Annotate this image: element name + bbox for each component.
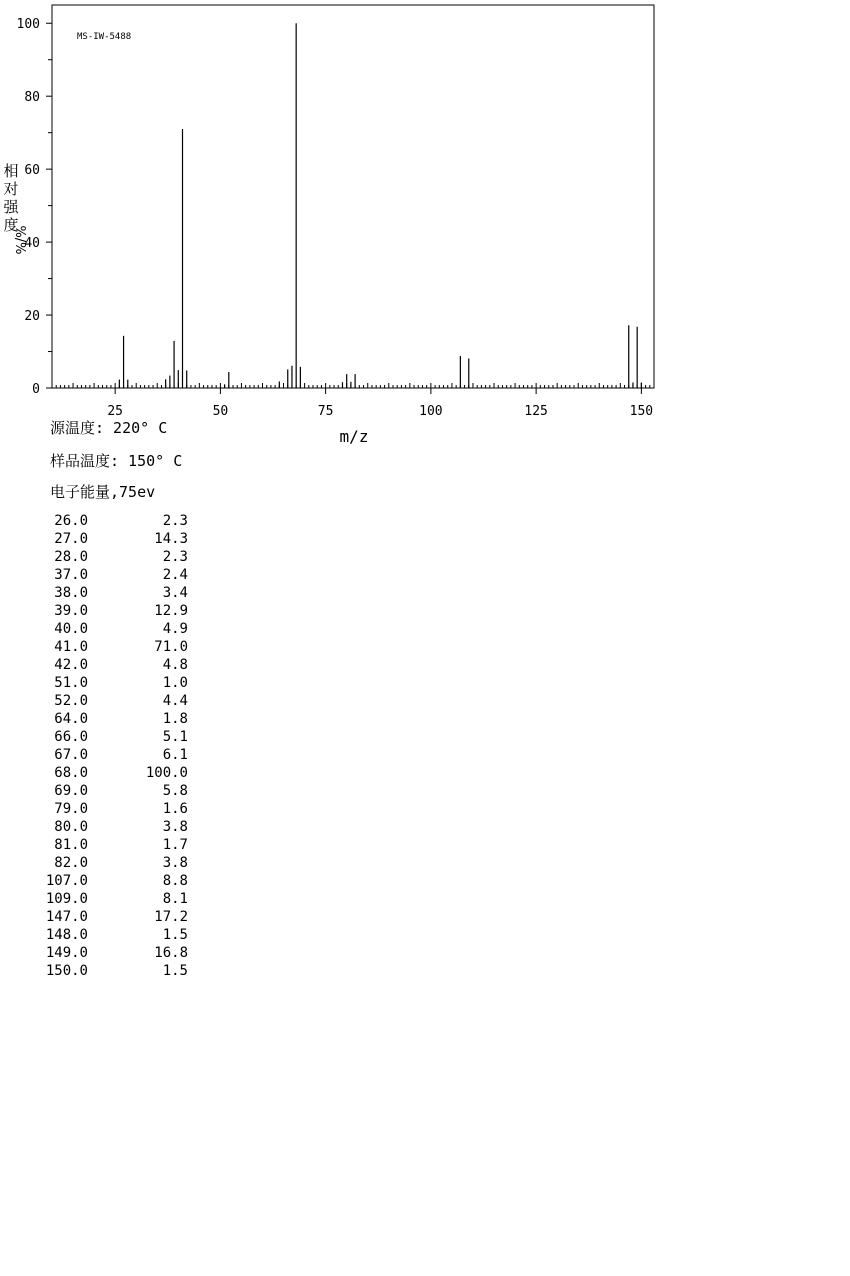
peak-mz-value: 40.0	[54, 621, 88, 637]
peak-mz-value: 69.0	[54, 783, 88, 799]
peak-mz-value: 52.0	[54, 693, 88, 709]
peak-intensity-value: 17.2	[154, 909, 188, 925]
peak-intensity-value: 2.3	[162, 549, 188, 565]
y-tick-label: 20	[24, 309, 40, 325]
peak-intensity-value: 12.9	[154, 603, 188, 619]
peak-mz-value: 82.0	[54, 855, 88, 871]
y-tick-label: 100	[16, 17, 40, 33]
peak-intensity-value: 1.7	[162, 837, 188, 853]
peak-intensity-value: 16.8	[154, 945, 188, 961]
peak-mz-value: 81.0	[54, 837, 88, 853]
y-tick-label: 0	[32, 382, 40, 397]
peak-intensity-value: 1.6	[162, 801, 188, 817]
peak-mz-value: 150.0	[45, 963, 88, 979]
x-tick-label: 125	[524, 404, 548, 419]
x-tick-label: 25	[107, 404, 123, 419]
peak-mz-value: 37.0	[54, 567, 88, 583]
peak-mz-value: 64.0	[54, 711, 88, 727]
y-tick-label: 40	[24, 236, 40, 252]
peak-mz-value: 42.0	[54, 657, 88, 673]
x-axis	[107, 388, 653, 419]
peak-intensity-value: 100.0	[145, 765, 188, 781]
peak-mz-value: 148.0	[45, 927, 88, 943]
y-axis-label-char: 度	[3, 216, 19, 234]
peak-mz-value: 68.0	[54, 765, 88, 781]
peak-mz-value: 38.0	[54, 585, 88, 601]
source-temperature: 源温度: 220° C	[50, 419, 168, 437]
y-axis-label-char: 相	[3, 162, 19, 180]
peak-intensity-value: 8.1	[162, 891, 188, 907]
y-axis	[17, 17, 52, 397]
sample-temperature: 样品温度: 150° C	[50, 452, 183, 470]
x-minor-ticks	[52, 383, 654, 388]
peak-intensity-value: 5.1	[162, 729, 188, 745]
y-axis-label-unit: %/%	[12, 225, 27, 255]
y-tick-label: 60	[24, 163, 40, 179]
peak-intensity-value: 1.5	[162, 963, 188, 979]
peak-mz-value: 79.0	[54, 801, 88, 817]
peak-intensity-value: 6.1	[162, 747, 188, 763]
peak-mz-value: 41.0	[54, 639, 88, 655]
y-axis-label-char: 强	[3, 198, 19, 216]
peak-intensity-value: 1.8	[162, 711, 188, 727]
peak-intensity-value: 3.8	[162, 855, 188, 871]
peak-intensity-value: 14.3	[154, 531, 188, 547]
y-axis-label-char: 对	[3, 180, 19, 198]
peak-intensity-value: 8.8	[162, 873, 188, 889]
electron-energy: 电子能量,75ev	[50, 483, 156, 501]
peak-mz-value: 26.0	[54, 513, 88, 529]
x-tick-label: 50	[212, 404, 229, 419]
peak-intensity-value: 2.4	[162, 567, 188, 583]
peak-mz-value: 147.0	[45, 909, 88, 925]
x-tick-label: 150	[629, 404, 654, 419]
mass-spectrum-chart	[0, 0, 850, 450]
peak-intensity-value: 4.8	[162, 657, 188, 673]
plot-frame	[52, 5, 654, 388]
x-tick-label: 75	[317, 404, 334, 419]
peak-mz-value: 109.0	[45, 891, 88, 907]
peak-mz-value: 149.0	[45, 945, 88, 961]
peak-mz-value: 66.0	[54, 729, 88, 745]
peak-intensity-value: 71.0	[154, 639, 188, 655]
peak-intensity-value: 1.5	[162, 927, 188, 943]
chart-title: MS-IW-5488	[77, 32, 132, 42]
peak-intensity-value: 4.4	[162, 693, 188, 709]
peak-mz-value: 80.0	[54, 819, 88, 835]
peak-mz-value: 39.0	[54, 603, 88, 619]
peak-mz-value: 28.0	[54, 549, 88, 565]
peak-intensity-value: 3.4	[162, 585, 188, 601]
peak-intensity-value: 5.8	[162, 783, 188, 799]
peak-intensity-value: 3.8	[162, 819, 188, 835]
peak-mz-value: 107.0	[45, 873, 88, 889]
peak-bars	[119, 23, 641, 388]
peak-intensity-value: 2.3	[162, 513, 188, 529]
peak-mz-value: 67.0	[54, 747, 88, 763]
peak-mz-value: 27.0	[54, 531, 88, 547]
peak-intensity-value: 4.9	[162, 621, 188, 637]
peak-intensity-value: 1.0	[162, 675, 188, 691]
y-tick-label: 80	[24, 90, 40, 106]
x-axis-label: m/z	[339, 427, 369, 446]
peak-mz-value: 51.0	[54, 675, 88, 691]
x-tick-label: 100	[419, 404, 443, 419]
